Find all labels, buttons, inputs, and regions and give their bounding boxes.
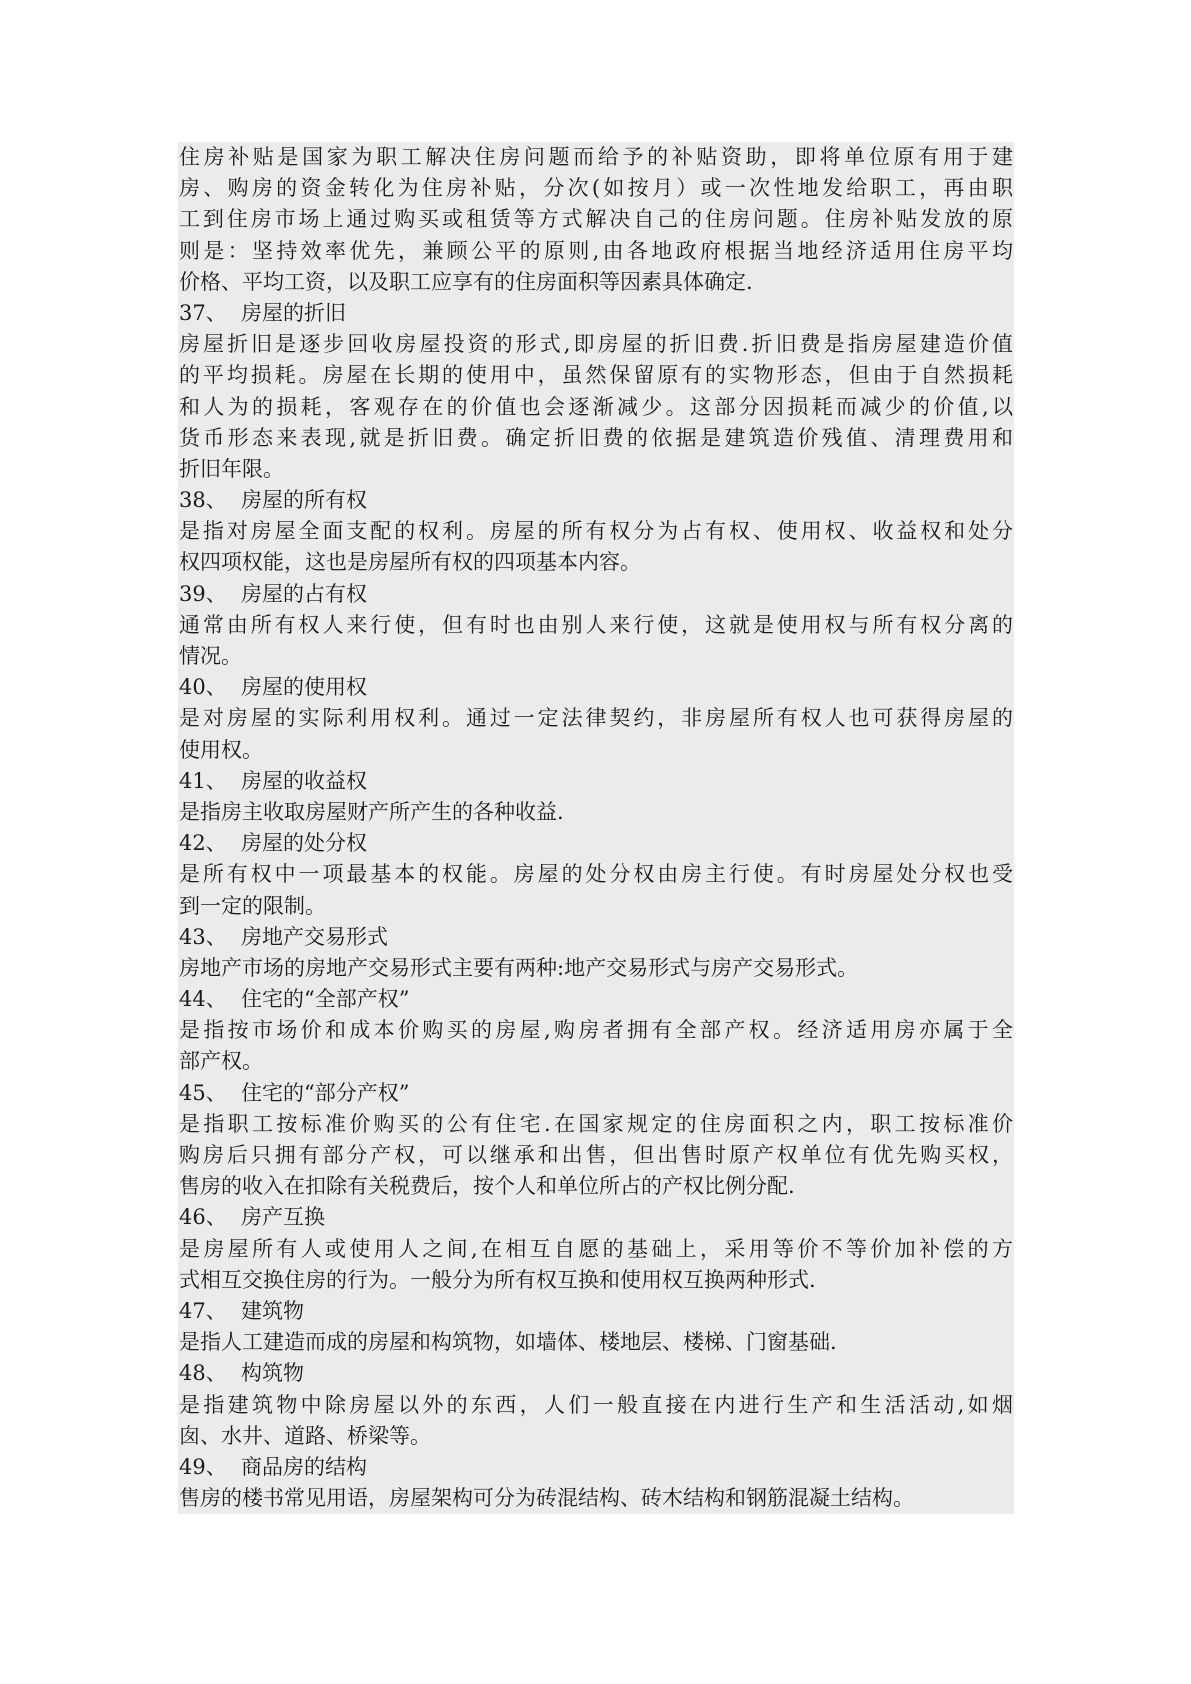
section-paragraph-line: 折旧年限。 — [179, 456, 284, 481]
section-number: 48、 — [179, 1361, 227, 1386]
section-title: 房产互换 — [241, 1205, 325, 1230]
section-heading — [178, 298, 1014, 329]
section-title: 房屋的收益权 — [241, 768, 367, 793]
section-heading — [178, 579, 1014, 610]
section-paragraph-line: 售房的收入在扣除有关税费后，按个人和单位所占的产权比例分配. — [179, 1174, 795, 1199]
section-heading — [178, 766, 1014, 797]
section-title: 住宅的“部分产权” — [241, 1080, 410, 1105]
section-title: 房屋的折旧 — [241, 300, 346, 325]
section-paragraph-line: 购房后只拥有部分产权，可以继承和出售，但出售时原产权单位有优先购买权， — [179, 1143, 1013, 1167]
section-heading — [178, 1358, 1014, 1389]
section-heading — [178, 922, 1014, 953]
section-paragraph-line: 是指房主收取房屋财产所产生的各种收益. — [179, 799, 564, 824]
intro-paragraph-line: 价格、平均工资，以及职工应享有的住房面积等因素具体确定. — [179, 269, 753, 294]
section-number: 47、 — [179, 1298, 227, 1323]
section-title: 住宅的“全部产权” — [241, 987, 410, 1012]
intro-paragraph-line: 则是：坚持效率优先，兼顾公平的原则,由各地政府根据当地经济适用住房平均 — [179, 238, 1013, 263]
section-paragraph-line: 是指职工按标准价购买的公有住宅.在国家规定的住房面积之内，职工按标准价 — [179, 1111, 1013, 1136]
section-heading — [178, 1202, 1014, 1233]
section-title: 构筑物 — [241, 1361, 304, 1386]
section-paragraph-line: 售房的楼书常见用语，房屋架构可分为砖混结构、砖木结构和钢筋混凝土结构。 — [179, 1486, 914, 1511]
section-number: 41、 — [179, 768, 227, 793]
section-paragraph-line: 式相互交换住房的行为。一般分为所有权互换和使用权互换两种形式. — [179, 1267, 816, 1292]
section-heading — [178, 1452, 1014, 1483]
section-title: 商品房的结构 — [241, 1454, 367, 1479]
section-title: 房屋的所有权 — [241, 488, 367, 513]
section-paragraph-line: 使用权。 — [179, 737, 263, 762]
section-paragraph-line: 权四项权能，这也是房屋所有权的四项基本内容。 — [179, 550, 641, 575]
section-heading — [178, 1078, 1014, 1109]
section-heading — [178, 672, 1014, 703]
section-number: 43、 — [179, 924, 227, 949]
section-paragraph-line: 和人为的损耗，客观存在的价值也会逐渐减少。这部分因损耗而减少的价值,以 — [179, 394, 1013, 419]
section-heading — [178, 984, 1014, 1015]
section-paragraph-line: 是指建筑物中除房屋以外的东西，人们一般直接在内进行生产和生活活动,如烟 — [179, 1392, 1013, 1417]
section-title: 房屋的处分权 — [241, 831, 367, 856]
section-number: 37、 — [179, 300, 227, 325]
section-heading — [178, 828, 1014, 859]
section-paragraph-line: 是指按市场价和成本价购买的房屋,购房者拥有全部产权。经济适用房亦属于全 — [179, 1018, 1013, 1043]
section-number: 49、 — [179, 1454, 227, 1479]
section-paragraph-line: 是指人工建造而成的房屋和构筑物，如墙体、楼地层、楼梯、门窗基础. — [179, 1330, 837, 1355]
intro-paragraph-line: 工到住房市场上通过购买或租赁等方式解决自己的住房问题。住房补贴发放的原 — [179, 207, 1013, 232]
section-heading — [178, 1296, 1014, 1327]
section-paragraph-line: 情况。 — [179, 644, 242, 668]
section-number: 44、 — [179, 987, 227, 1012]
section-paragraph-line: 货币形态来表现,就是折旧费。确定折旧费的依据是建筑造价残值、清理费用和 — [179, 425, 1013, 450]
section-paragraph-line: 部产权。 — [179, 1049, 263, 1074]
section-title: 房地产交易形式 — [241, 924, 388, 949]
section-paragraph-line: 是对房屋的实际利用权利。通过一定法律契约，非房屋所有权人也可获得房屋的 — [179, 706, 1013, 731]
section-title: 建筑物 — [241, 1298, 304, 1323]
section-number: 45、 — [179, 1080, 227, 1105]
section-number: 42、 — [179, 831, 227, 856]
section-title: 房屋的使用权 — [241, 675, 367, 700]
section-number: 39、 — [179, 581, 227, 606]
section-paragraph-line: 房地产市场的房地产交易形式主要有两种:地产交易形式与房产交易形式。 — [179, 955, 859, 980]
intro-paragraph-line: 住房补贴是国家为职工解决住房问题而给予的补贴资助，即将单位原有用于建 — [179, 145, 1013, 169]
section-paragraph-line: 是指对房屋全面支配的权利。房屋的所有权分为占有权、使用权、收益权和处分 — [179, 519, 1013, 544]
section-number: 38、 — [179, 488, 227, 513]
section-paragraph-line: 囱、水井、道路、桥梁等。 — [179, 1423, 431, 1448]
section-paragraph-line: 通常由所有权人来行使，但有时也由别人来行使，这就是使用权与所有权分离的 — [179, 612, 1013, 637]
section-number: 40、 — [179, 675, 227, 700]
section-paragraph-line: 房屋折旧是逐步回收房屋投资的形式,即房屋的折旧费.折旧费是指房屋建造价值 — [179, 332, 1013, 357]
section-paragraph-line: 到一定的限制。 — [179, 893, 326, 918]
section-heading — [178, 485, 1014, 516]
section-paragraph-line: 是所有权中一项最基本的权能。房屋的处分权由房主行使。有时房屋处分权也受 — [179, 862, 1013, 887]
intro-paragraph-line: 房、购房的资金转化为住房补贴，分次(如按月）或一次性地发给职工，再由职 — [179, 176, 1013, 201]
document-body — [178, 142, 1014, 1514]
section-paragraph-line: 的平均损耗。房屋在长期的使用中，虽然保留原有的实物形态，但由于自然损耗 — [179, 363, 1013, 388]
section-title: 房屋的占有权 — [241, 581, 367, 606]
section-number: 46、 — [179, 1205, 227, 1230]
section-paragraph-line: 是房屋所有人或使用人之间,在相互自愿的基础上，采用等价不等价加补偿的方 — [179, 1236, 1013, 1261]
